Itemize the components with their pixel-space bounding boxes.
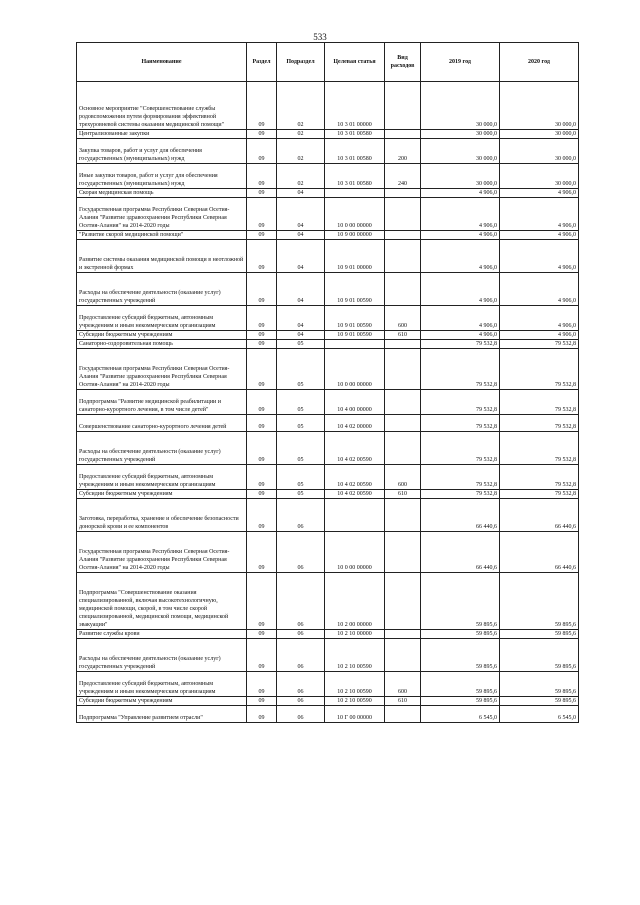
cell-section: 09 [247, 198, 277, 231]
cell-name: "Развитие скорой медицинской помощи" [77, 231, 247, 240]
cell-expense-type: 610 [385, 331, 421, 340]
table-row [77, 198, 579, 231]
cell-2019: 79 532,8 [421, 390, 500, 415]
table-row [77, 499, 579, 532]
cell-2019: 4 906,0 [421, 231, 500, 240]
cell-subsection: 04 [277, 306, 325, 331]
cell-2020: 4 906,0 [500, 198, 579, 231]
cell-expense-type: 600 [385, 672, 421, 697]
cell-target: 10 4 02 00590 [325, 490, 385, 499]
cell-name: Подпрограмма "Развитие медицинской реабилитации и санаторно-курортного лечения, в том числе детей" [77, 390, 247, 415]
cell-section: 09 [247, 340, 277, 349]
cell-2019: 59 895,6 [421, 630, 500, 639]
cell-section: 09 [247, 465, 277, 490]
cell-section: 09 [247, 532, 277, 573]
cell-2019: 30 000,0 [421, 82, 500, 130]
cell-subsection: 02 [277, 130, 325, 139]
table-row [77, 532, 579, 573]
cell-target: 10 3 01 00000 [325, 82, 385, 130]
table-row [77, 432, 579, 465]
cell-target: 10 9 01 00000 [325, 240, 385, 273]
cell-subsection: 05 [277, 465, 325, 490]
cell-target: 10 4 02 00000 [325, 415, 385, 432]
cell-name: Основное мероприятие "Совершенствование службы родовспоможения путем формирования эффективной трехуровневой системы оказания медицинской помощи" [77, 82, 247, 130]
cell-name: Расходы на обеспечение деятельности (оказание услуг) государственных учреждений [77, 432, 247, 465]
cell-section: 09 [247, 499, 277, 532]
table-row [77, 130, 579, 139]
cell-target: 10 2 10 00590 [325, 639, 385, 672]
cell-subsection: 05 [277, 390, 325, 415]
cell-expense-type [385, 499, 421, 532]
cell-name: Предоставление субсидий бюджетным, автономным учреждениям и иным некоммерческим организациям [77, 672, 247, 697]
cell-2020: 30 000,0 [500, 139, 579, 164]
table-body [77, 82, 579, 723]
table-row [77, 349, 579, 390]
cell-target: 10 3 01 00580 [325, 130, 385, 139]
cell-name: Предоставление субсидий бюджетным, автономным учреждениям и иным некоммерческим организациям [77, 465, 247, 490]
cell-subsection: 04 [277, 240, 325, 273]
cell-expense-type [385, 198, 421, 231]
cell-2019: 30 000,0 [421, 164, 500, 189]
table-row [77, 306, 579, 331]
table-row [77, 231, 579, 240]
cell-name: Иные закупки товаров, работ и услуг для обеспечения государственных (муниципальных) нужд [77, 164, 247, 189]
cell-name: Субсидии бюджетным учреждениям [77, 490, 247, 499]
cell-2020: 4 906,0 [500, 189, 579, 198]
cell-target: 10 2 10 00590 [325, 672, 385, 697]
header-subsection: Подраздел [277, 43, 325, 82]
cell-section: 09 [247, 415, 277, 432]
table-row [77, 189, 579, 198]
cell-subsection: 06 [277, 697, 325, 706]
cell-target: 10 0 00 00000 [325, 198, 385, 231]
cell-2019: 30 000,0 [421, 139, 500, 164]
cell-expense-type [385, 432, 421, 465]
cell-expense-type [385, 639, 421, 672]
cell-target [325, 499, 385, 532]
cell-section: 09 [247, 273, 277, 306]
cell-expense-type [385, 231, 421, 240]
cell-name: Расходы на обеспечение деятельности (оказание услуг) государственных учреждений [77, 639, 247, 672]
cell-expense-type [385, 415, 421, 432]
cell-target: 10 9 01 00590 [325, 331, 385, 340]
table-row [77, 573, 579, 630]
cell-section: 09 [247, 139, 277, 164]
cell-section: 09 [247, 706, 277, 723]
cell-target: 10 Г 00 00000 [325, 706, 385, 723]
table-row [77, 164, 579, 189]
cell-subsection: 06 [277, 499, 325, 532]
page-number: 533 [313, 32, 327, 42]
cell-subsection: 02 [277, 139, 325, 164]
cell-2020: 59 895,6 [500, 573, 579, 630]
cell-name: Развитие системы оказания медицинской помощи в неотложной и экстренной формах [77, 240, 247, 273]
cell-expense-type [385, 630, 421, 639]
cell-section: 09 [247, 432, 277, 465]
cell-expense-type [385, 82, 421, 130]
cell-subsection: 06 [277, 532, 325, 573]
cell-expense-type [385, 706, 421, 723]
cell-subsection: 05 [277, 490, 325, 499]
cell-expense-type [385, 573, 421, 630]
cell-target: 10 4 02 00590 [325, 465, 385, 490]
cell-subsection: 06 [277, 706, 325, 723]
cell-name: Совершенствование санаторно-курортного лечения детей [77, 415, 247, 432]
cell-section: 09 [247, 490, 277, 499]
cell-2020: 79 532,8 [500, 390, 579, 415]
cell-2020: 4 906,0 [500, 306, 579, 331]
table-row [77, 340, 579, 349]
cell-name: Заготовка, переработка, хранение и обеспечение безопасности донорской крови и ее компонентов [77, 499, 247, 532]
table-row [77, 697, 579, 706]
cell-subsection: 04 [277, 231, 325, 240]
cell-2019: 4 906,0 [421, 240, 500, 273]
cell-2019: 59 895,6 [421, 639, 500, 672]
cell-2020: 30 000,0 [500, 130, 579, 139]
cell-2020: 4 906,0 [500, 273, 579, 306]
cell-target: 10 2 10 00000 [325, 630, 385, 639]
cell-target: 10 9 01 00590 [325, 273, 385, 306]
header-target: Целевая статья [325, 43, 385, 82]
cell-2019: 79 532,8 [421, 340, 500, 349]
cell-2020: 66 440,6 [500, 499, 579, 532]
cell-expense-type [385, 130, 421, 139]
cell-2019: 6 545,0 [421, 706, 500, 723]
cell-expense-type [385, 532, 421, 573]
cell-2019: 4 906,0 [421, 306, 500, 331]
cell-expense-type: 200 [385, 139, 421, 164]
cell-2019: 59 895,6 [421, 697, 500, 706]
cell-expense-type: 610 [385, 490, 421, 499]
cell-2019: 66 440,6 [421, 532, 500, 573]
cell-2019: 4 906,0 [421, 331, 500, 340]
table-row [77, 82, 579, 130]
cell-expense-type: 600 [385, 306, 421, 331]
cell-expense-type [385, 390, 421, 415]
cell-2020: 4 906,0 [500, 231, 579, 240]
cell-expense-type: 610 [385, 697, 421, 706]
table-row [77, 390, 579, 415]
cell-name: Субсидии бюджетным учреждениям [77, 697, 247, 706]
cell-name: Государственная программа Республики Северная Осетия-Алания "Развитие здравоохранения Республики Северная Осетия-Алания" на 2014-2020 годы [77, 532, 247, 573]
cell-subsection: 06 [277, 630, 325, 639]
cell-subsection: 06 [277, 639, 325, 672]
table-row [77, 139, 579, 164]
cell-name: Закупка товаров, работ и услуг для обеспечения государственных (муниципальных) нужд [77, 139, 247, 164]
cell-2020: 66 440,6 [500, 532, 579, 573]
cell-subsection: 05 [277, 349, 325, 390]
table-row [77, 706, 579, 723]
cell-section: 09 [247, 231, 277, 240]
cell-name: Подпрограмма "Управление развитием отрасли" [77, 706, 247, 723]
cell-target: 10 9 00 00000 [325, 231, 385, 240]
table-row [77, 415, 579, 432]
cell-name: Санаторно-оздоровительная помощь [77, 340, 247, 349]
cell-2019: 30 000,0 [421, 130, 500, 139]
cell-2019: 59 895,6 [421, 573, 500, 630]
cell-2020: 79 532,8 [500, 415, 579, 432]
cell-target: 10 3 01 00580 [325, 164, 385, 189]
cell-expense-type [385, 273, 421, 306]
cell-2020: 6 545,0 [500, 706, 579, 723]
cell-2020: 4 906,0 [500, 331, 579, 340]
table-header-row [77, 43, 579, 82]
cell-subsection: 06 [277, 573, 325, 630]
cell-target [325, 189, 385, 198]
cell-expense-type: 240 [385, 164, 421, 189]
cell-target: 10 4 02 00590 [325, 432, 385, 465]
cell-2019: 4 906,0 [421, 198, 500, 231]
cell-2019: 79 532,8 [421, 432, 500, 465]
cell-name: Скорая медицинская помощь [77, 189, 247, 198]
cell-2019: 79 532,8 [421, 415, 500, 432]
cell-section: 09 [247, 164, 277, 189]
header-expense-type: Вид расходов [385, 43, 421, 82]
table-row [77, 630, 579, 639]
table-row [77, 490, 579, 499]
cell-subsection: 04 [277, 189, 325, 198]
cell-2020: 79 532,8 [500, 465, 579, 490]
cell-subsection: 05 [277, 415, 325, 432]
cell-section: 09 [247, 130, 277, 139]
cell-2020: 30 000,0 [500, 82, 579, 130]
cell-subsection: 04 [277, 198, 325, 231]
cell-section: 09 [247, 189, 277, 198]
cell-name: Предоставление субсидий бюджетным, автономным учреждениям и иным некоммерческим организациям [77, 306, 247, 331]
cell-section: 09 [247, 630, 277, 639]
cell-2020: 4 906,0 [500, 240, 579, 273]
cell-section: 09 [247, 697, 277, 706]
cell-subsection: 02 [277, 164, 325, 189]
cell-target: 10 2 10 00590 [325, 697, 385, 706]
header-section: Раздел [247, 43, 277, 82]
cell-target: 10 2 00 00000 [325, 573, 385, 630]
cell-target: 10 9 01 00590 [325, 306, 385, 331]
cell-section: 09 [247, 82, 277, 130]
cell-2020: 79 532,8 [500, 432, 579, 465]
cell-subsection: 04 [277, 273, 325, 306]
header-2020: 2020 год [500, 43, 579, 82]
table-row [77, 672, 579, 697]
cell-name: Развитие службы крови [77, 630, 247, 639]
cell-name: Субсидии бюджетным учреждениям [77, 331, 247, 340]
cell-expense-type [385, 240, 421, 273]
table-row [77, 331, 579, 340]
cell-2019: 79 532,8 [421, 490, 500, 499]
cell-section: 09 [247, 306, 277, 331]
cell-2020: 59 895,6 [500, 697, 579, 706]
cell-section: 09 [247, 390, 277, 415]
cell-target: 10 0 00 00000 [325, 349, 385, 390]
table-row [77, 240, 579, 273]
cell-2019: 66 440,6 [421, 499, 500, 532]
cell-expense-type [385, 189, 421, 198]
cell-target: 10 0 00 00000 [325, 532, 385, 573]
cell-2020: 59 895,6 [500, 630, 579, 639]
header-2019: 2019 год [421, 43, 500, 82]
cell-expense-type [385, 340, 421, 349]
cell-section: 09 [247, 240, 277, 273]
cell-target: 10 3 01 00580 [325, 139, 385, 164]
cell-subsection: 04 [277, 331, 325, 340]
cell-name: Государственная программа Республики Северная Осетия-Алания "Развитие здравоохранения Республики Северная Осетия-Алания" на 2014-2020 годы [77, 198, 247, 231]
cell-name: Расходы на обеспечение деятельности (оказание услуг) государственных учреждений [77, 273, 247, 306]
cell-name: Подпрограмма "Совершенствование оказания специализированной, включая высокотехнологичную, медицинской помощи, скорой, в том числе скорой специализированной, медицинской помощи, медицинской эвакуации" [77, 573, 247, 630]
cell-section: 09 [247, 349, 277, 390]
cell-2019: 59 895,6 [421, 672, 500, 697]
header-name: Наименование [77, 43, 247, 82]
cell-2019: 79 532,8 [421, 465, 500, 490]
cell-2020: 79 532,8 [500, 349, 579, 390]
cell-target: 10 4 00 00000 [325, 390, 385, 415]
cell-name: Государственная программа Республики Северная Осетия-Алания "Развитие здравоохранения Республики Северная Осетия-Алания" на 2014-2020 годы [77, 349, 247, 390]
cell-expense-type: 600 [385, 465, 421, 490]
cell-section: 09 [247, 672, 277, 697]
cell-subsection: 05 [277, 432, 325, 465]
cell-2020: 59 895,6 [500, 639, 579, 672]
cell-2020: 79 532,8 [500, 340, 579, 349]
cell-name: Централизованные закупки [77, 130, 247, 139]
cell-subsection: 05 [277, 340, 325, 349]
cell-target [325, 340, 385, 349]
cell-2020: 59 895,6 [500, 672, 579, 697]
cell-2019: 79 532,8 [421, 349, 500, 390]
table-row [77, 639, 579, 672]
cell-section: 09 [247, 331, 277, 340]
cell-2019: 4 906,0 [421, 189, 500, 198]
cell-section: 09 [247, 573, 277, 630]
cell-2020: 30 000,0 [500, 164, 579, 189]
cell-section: 09 [247, 639, 277, 672]
cell-2020: 79 532,8 [500, 490, 579, 499]
cell-subsection: 06 [277, 672, 325, 697]
table-row [77, 273, 579, 306]
table-row [77, 465, 579, 490]
cell-subsection: 02 [277, 82, 325, 130]
cell-2019: 4 906,0 [421, 273, 500, 306]
budget-table [76, 42, 579, 723]
cell-expense-type [385, 349, 421, 390]
